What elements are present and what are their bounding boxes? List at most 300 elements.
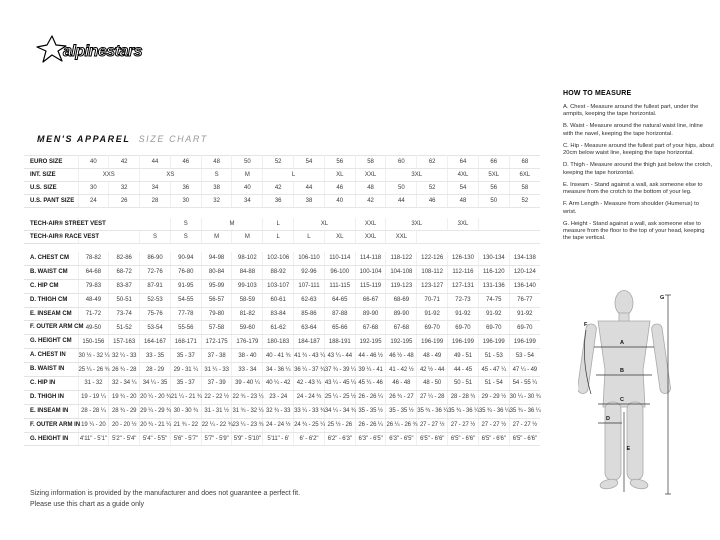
size-cell: 24 - 24 ½ [263,418,294,432]
size-cell: 24 ¾ - 25 ¼ [294,418,325,432]
size-cell: 63-64 [294,321,325,335]
size-cell: 77-78 [170,307,201,321]
size-cell: 47 ¼ - 49 [509,363,540,377]
size-cell: 19 ¼ - 20 [78,418,109,432]
size-cell: 32 ¼ - 33 [109,349,140,362]
size-cell: 54 - 55 ¼ [509,377,540,391]
size-cell: 196-199 [417,335,448,349]
size-cell: L [263,169,325,182]
footer-note [30,489,300,510]
size-cell: 87-91 [140,279,171,293]
size-cell: 66-67 [355,293,386,307]
size-cell: 37 ¾ - 39 ¼ [324,363,355,377]
size-cell: 94-98 [201,252,232,265]
size-cell: 79-83 [78,279,109,293]
size-cell: 39 - 40 ¼ [232,377,263,391]
size-cell: 62 [417,156,448,169]
size-cell: S [170,218,201,231]
size-cell: 73-74 [109,307,140,321]
size-cell: 27 - 27 ½ [509,418,540,432]
size-cell: XL [324,231,355,244]
size-cell: 43 ¼ - 44 [324,349,355,362]
size-cell: 38 [201,182,232,195]
size-cell: 35 ¾ - 36 ¼ [478,404,509,418]
size-cell: 5XL [478,169,509,182]
size-cell: 48 [201,156,232,169]
size-cell [478,218,540,231]
size-cell: 106-110 [294,252,325,265]
size-cell: 26 - 26 ¼ [355,390,386,404]
size-table-row [24,307,540,321]
measure-instruction-chest: A. Chest - Measure around the fullest part, under the armpits, keeping the tape horizontal. [563,104,699,118]
size-cell: 35 - 37 [170,349,201,362]
size-cell: L [294,231,325,244]
footer-line-1: Sizing information is provided by the manufacturer and does not guarantee a perfect fit. [30,490,301,497]
size-cell: 192-195 [355,335,386,349]
row-label: E. INSEAM CM [24,307,78,321]
size-cell: 33 - 35 [140,349,171,362]
size-cell: 46 ½ - 48 [386,349,417,362]
size-cell: 184-187 [294,335,325,349]
row-label: G. HEIGHT CM [24,335,78,349]
alpinestars-star-icon [37,36,66,62]
size-cell: 40 ¼ - 42 [263,377,294,391]
size-cell: 176-179 [232,335,263,349]
size-cell: 6'5" - 6'6" [478,432,509,446]
size-cell: 79-80 [201,307,232,321]
size-cell: 26 ¼ - 26 ¾ [386,418,417,432]
size-cell: 6'2" - 6'3" [324,432,355,446]
size-cell: 44 [140,156,171,169]
size-table-row [24,404,540,418]
size-table-row [24,279,540,293]
size-cell: 89-90 [355,307,386,321]
size-cell: 43 ¼ - 45 ¼ [324,377,355,391]
size-cell: 82-86 [109,252,140,265]
size-cell: 38 [294,195,325,208]
size-table-row [24,156,540,169]
size-cell: XXL [355,218,386,231]
size-cell: 30 - 30 ¾ [170,404,201,418]
size-cell: 66 [478,156,509,169]
size-table-row [24,335,540,349]
row-label: E. INSEAM IN [24,404,78,418]
size-cell: 33 - 34 [232,363,263,377]
size-cell: 51-52 [109,321,140,335]
size-cell: 27 - 27 ½ [417,418,448,432]
size-cell: XL [294,218,356,231]
size-cell: 48 [448,195,479,208]
size-cell: 3XL [448,218,479,231]
size-cell: 30 ½ - 32 ¼ [78,349,109,362]
size-cell: 31 ¾ - 32 ¼ [232,404,263,418]
size-cell: 25 ½ - 26 [324,418,355,432]
size-cell: 116-120 [478,265,509,279]
size-table-row [24,377,540,391]
size-cell: 37 - 39 [201,377,232,391]
size-cell: 30 [170,195,201,208]
size-cell: 30 [78,182,109,195]
size-cell: 46 - 48 [386,377,417,391]
size-cell: 85-86 [294,307,325,321]
size-cell: 54-55 [170,293,201,307]
size-cell: 164-167 [140,335,171,349]
size-cell: 54 [294,156,325,169]
size-cell: 37 - 38 [201,349,232,362]
size-cell: 83-87 [109,279,140,293]
measure-instruction-waist: B. Waist - Measure around the natural waist line, inline with the navel, keeping the tape horizontal. [563,123,703,137]
row-label: EURO SIZE [24,156,78,169]
size-cell: 46 [324,182,355,195]
size-cell: 50 [386,182,417,195]
size-cell: 5'6" - 5'7" [170,432,201,446]
row-label: INT. SIZE [24,169,78,182]
row-label: D. THIGH CM [24,293,78,307]
size-cell: 64 [448,156,479,169]
size-cell: 69-70 [509,321,540,335]
size-cell: 42 [355,195,386,208]
size-cell [417,231,540,244]
size-cell: 96-100 [324,265,355,279]
size-cell: 95-99 [201,279,232,293]
row-label: U.S. PANT SIZE [24,195,78,208]
size-cell: 123-127 [417,279,448,293]
size-cell: 34 - 36 ¼ [263,363,294,377]
size-cell: 24 [78,195,109,208]
size-cell: 26 ¾ - 27 [386,390,417,404]
size-cell: 3XL [386,169,448,182]
size-cell: 19 ¾ - 20 [109,390,140,404]
alpinestars-logo [36,34,158,71]
size-cell: 39 ¼ - 41 [355,363,386,377]
size-cell: 35 - 35 ½ [355,404,386,418]
size-cell: 56-57 [201,293,232,307]
size-cell: 42 ½ - 44 [417,363,448,377]
size-cell: 126-130 [448,252,479,265]
figure-label-arm: F [584,322,588,328]
figure-label-inseam: E [626,446,631,452]
how-to-measure-heading: HOW TO MEASURE [563,90,632,97]
size-cell: 6'5" - 6'6" [417,432,448,446]
size-cell: M [201,218,263,231]
size-cell: 33 ¼ - 33 ¾ [294,404,325,418]
size-cell: 192-195 [386,335,417,349]
row-label: G. HEIGHT IN [24,432,78,446]
size-cell: S [170,231,201,244]
size-cell: 25 ¼ - 25 ½ [324,390,355,404]
size-cell: 6' - 6'2" [294,432,325,446]
size-cell: S [201,169,232,182]
size-cell: 99-103 [232,279,263,293]
page-title-sub: SIZE CHART [138,134,208,144]
size-table-row [24,218,540,231]
size-cell: 20 - 20 ½ [109,418,140,432]
size-cell: 157-163 [109,335,140,349]
size-cell: 64-68 [78,265,109,279]
size-cell: 50-51 [109,293,140,307]
size-cell: 59-60 [232,321,263,335]
size-cell: 81-82 [232,307,263,321]
size-cell: 110-114 [324,252,355,265]
size-cell: 72-73 [448,293,479,307]
size-cell: 196-199 [448,335,479,349]
row-label: B. WAIST CM [24,265,78,279]
size-cell: 49-50 [78,321,109,335]
size-cell: 35 ¾ - 36 ¼ [448,404,479,418]
size-cell: 41 ¾ - 43 ¼ [294,349,325,362]
size-cell: 58-59 [232,293,263,307]
size-cell: 87-88 [324,307,355,321]
row-label: B. WAIST IN [24,363,78,377]
size-cell: 91-92 [448,307,479,321]
size-cell: 115-119 [355,279,386,293]
size-cell: 60 [386,156,417,169]
size-cell: 19 - 19 ¼ [78,390,109,404]
size-cell: 5'2" - 5'4" [109,432,140,446]
size-cell: 36 [170,182,201,195]
size-cell: 69-70 [478,321,509,335]
size-cell: 21 ¾ - 22 [170,418,201,432]
size-cell: 52 [417,182,448,195]
size-cell: 28 ¾ - 29 [109,404,140,418]
size-cell: XS [140,169,202,182]
size-cell: 28 - 29 [140,363,171,377]
size-cell: XXS [78,169,140,182]
page-title [37,134,208,144]
row-label: U.S. SIZE [24,182,78,195]
size-cell: 25 ¼ - 26 ¾ [78,363,109,377]
size-table-row [24,252,540,265]
size-cell: 118-122 [386,252,417,265]
size-cell: 31 - 31 ½ [201,404,232,418]
size-table-row [24,231,540,244]
size-cell: 88-92 [263,265,294,279]
page-title-main: MEN'S APPAREL [37,134,131,144]
size-cell: 78-82 [78,252,109,265]
size-cell: 3XL [386,218,448,231]
size-cell: 26 - 26 ¼ [355,418,386,432]
size-cell: 26 [109,195,140,208]
size-cell: XXL [386,231,417,244]
size-cell: 90-94 [170,252,201,265]
size-cell: 28 [140,195,171,208]
size-cell: 44 - 45 [448,363,479,377]
size-cell: 74-75 [478,293,509,307]
size-cell: 65-66 [324,321,355,335]
size-cell: 70-71 [417,293,448,307]
size-cell: M [201,231,232,244]
size-cell: 5'4" - 5'5" [140,432,171,446]
size-cell: 92-96 [294,265,325,279]
size-cell: 108-112 [417,265,448,279]
size-cell: 98-102 [232,252,263,265]
size-cell: 122-126 [417,252,448,265]
size-cell: 29 - 29 ½ [478,390,509,404]
size-cell: 114-118 [355,252,386,265]
size-cell: 42 - 43 ¼ [294,377,325,391]
size-cell: L [263,218,294,231]
size-cell: 127-131 [448,279,479,293]
figure-label-thigh: D [606,416,610,422]
size-cell: 34 ¼ - 35 [140,377,171,391]
size-cell: 31 ¼ - 33 [201,363,232,377]
alpinestars-logo-text: alpinestars [63,43,142,60]
size-cell: 6'3" - 6'5" [355,432,386,446]
body-silhouette [578,291,671,491]
size-cell: XXL [355,169,386,182]
measure-instruction-hip: C. Hip - Measure around the fullest part of your hips, about 20cm below waist line, keeping the tape horizontal. [563,142,714,157]
size-cell: 27 - 27 ½ [448,418,479,432]
row-label: A. CHEST CM [24,252,78,265]
size-cell: 44 - 46 ½ [355,349,386,362]
size-cell: 51 - 54 [478,377,509,391]
size-cell: 53 - 54 [509,349,540,362]
size-cell: 180-183 [263,335,294,349]
size-cell: 21 ¼ - 21 ¾ [170,390,201,404]
size-cell: 29 - 31 ¼ [170,363,201,377]
size-cell: 196-199 [509,335,540,349]
size-cell: 22 ¾ - 23 ¼ [232,390,263,404]
figure-label-waist: B [620,368,624,374]
size-cell: 40 [78,156,109,169]
size-cell: 103-107 [263,279,294,293]
measure-instruction-arm: F. Arm Length - Measure from shoulder (Humerus) to wrist. [563,201,699,215]
alpinestars-logo-graphic [36,34,158,66]
size-table-section [24,252,540,349]
size-cell: 72-76 [140,265,171,279]
size-cell: 64-65 [324,293,355,307]
size-cell: 23 - 24 [263,390,294,404]
size-cell: L [263,231,294,244]
footer-line-2: Please use this chart as a guide only [30,500,145,508]
size-cell: 20 ¾ - 21 ¼ [140,418,171,432]
size-cell: 57-58 [201,321,232,335]
row-label: F. OUTER ARM CM [24,321,78,335]
size-table-row [24,293,540,307]
row-label: C. HIP IN [24,377,78,391]
size-cell: XXL [355,231,386,244]
row-label: TECH-AIR® RACE VEST [24,231,78,244]
size-table-section [24,349,540,446]
size-table-section [24,155,540,208]
measure-instruction-thigh: D. Thigh - Measure around the thigh just below the crotch, keeping the tape horizontal. [563,162,713,176]
size-cell: 31 - 32 [78,377,109,391]
size-table-row [24,418,540,432]
size-cell: 48 - 50 [417,377,448,391]
size-cell: 52 [263,156,294,169]
size-cell: 91-92 [417,307,448,321]
size-cell: 55-56 [170,321,201,335]
size-table-row [24,321,540,335]
size-cell: 48-49 [78,293,109,307]
size-cell: 60-61 [263,293,294,307]
size-cell: 24 - 24 ¾ [294,390,325,404]
size-cell: 45 ¼ - 46 [355,377,386,391]
size-cell: 62-63 [294,293,325,307]
size-cell: 119-123 [386,279,417,293]
size-cell: 23 ¼ - 23 ¾ [232,418,263,432]
size-cell: 91-92 [509,307,540,321]
size-cell: 91-92 [478,307,509,321]
size-cell: 76-80 [170,265,201,279]
size-cell: 40 [324,195,355,208]
size-cell: 51 - 53 [478,349,509,362]
size-cell: 44 [386,195,417,208]
size-cell: 56 [324,156,355,169]
size-cell: 100-104 [355,265,386,279]
size-cell: 36 ¼ - 37 ¾ [294,363,325,377]
size-cell: 68-72 [109,265,140,279]
size-cell: 80-84 [201,265,232,279]
how-to-measure-panel [563,90,714,248]
size-table-row [24,265,540,279]
size-cell: 50 [478,195,509,208]
size-cell: 35 ¾ - 36 ¼ [417,404,448,418]
size-cell: 6'5" - 6'6" [509,432,540,446]
size-table-row [24,390,540,404]
size-cell: 58 [355,156,386,169]
size-table-row [24,432,540,446]
size-cell: 75-76 [140,307,171,321]
row-label: F. OUTER ARM IN [24,418,78,432]
size-cell: 38 - 40 [232,349,263,362]
size-cell: 29 ¼ - 29 ¾ [140,404,171,418]
size-cell: 67-68 [355,321,386,335]
size-table-row [24,349,540,362]
figure-label-chest: A [620,340,624,346]
size-cell: 6'5" - 6'6" [448,432,479,446]
size-cell: 131-136 [478,279,509,293]
size-cell: 89-90 [386,307,417,321]
size-cell: 83-84 [263,307,294,321]
size-cell: 28 - 28 ¾ [448,390,479,404]
size-cell: 134-138 [509,252,540,265]
size-cell: 22 ¼ - 22 ¾ [201,418,232,432]
size-cell: 4'11" - 5'1" [78,432,109,446]
size-cell: 48 [355,182,386,195]
size-cell: 86-90 [140,252,171,265]
size-cell: 5'11" - 6' [263,432,294,446]
size-cell: 41 - 42 ½ [386,363,417,377]
size-cell: 4XL [448,169,479,182]
size-cell: 48 - 49 [417,349,448,362]
size-cell: 22 - 22 ½ [201,390,232,404]
size-cell: 26 ¾ - 28 [109,363,140,377]
size-cell: 32 [201,195,232,208]
size-cell: 42 [109,156,140,169]
measure-instruction-inseam: E. Inseam - Stand against a wall, ask someone else to measure from the crotch to the bottom of your leg. [563,181,703,196]
size-cell: 68 [509,156,540,169]
size-cell: 46 [170,156,201,169]
size-cell: 111-115 [324,279,355,293]
size-cell: 76-77 [509,293,540,307]
size-cell: 168-171 [170,335,201,349]
size-cell: 69-70 [448,321,479,335]
size-cell: 30 ¼ - 30 ¾ [509,390,540,404]
row-label: C. HIP CM [24,279,78,293]
size-table-row [24,169,540,182]
measurement-figure [578,288,686,511]
size-cell: 35 - 35 ½ [386,404,417,418]
size-cell: 52-53 [140,293,171,307]
size-cell: 54 [448,182,479,195]
body-silhouette-diagram [578,288,686,506]
size-cell: 5'9" - 5'10" [232,432,263,446]
size-cell: 130-134 [478,252,509,265]
size-cell: 102-106 [263,252,294,265]
figure-label-height: G [660,295,665,301]
size-cell: 68-69 [386,293,417,307]
